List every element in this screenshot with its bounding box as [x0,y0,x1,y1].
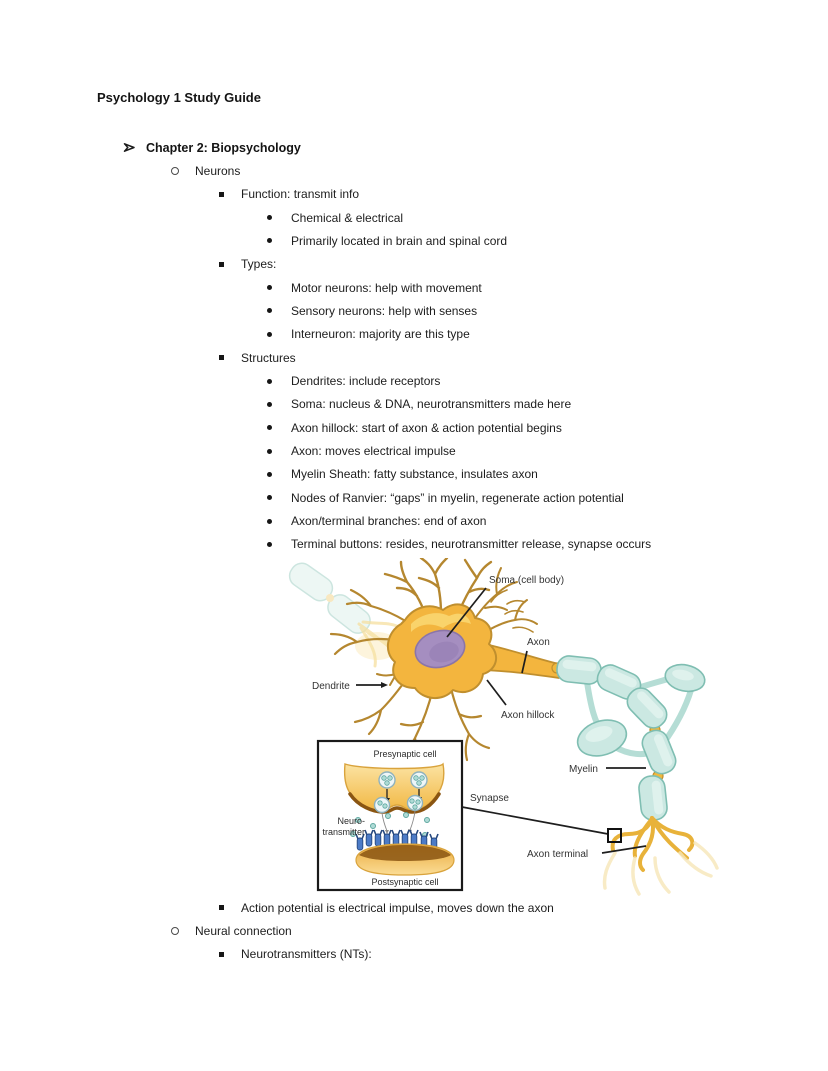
myelin-label: Myelin [569,764,598,775]
doc-line[interactable] [267,299,477,322]
dot-bullet-icon [267,519,272,524]
doc-line-text: Axon: moves electrical impulse [291,444,456,459]
dot-bullet-icon [267,472,272,477]
doc-line[interactable] [219,183,359,206]
dot-bullet-icon [267,402,272,407]
doc-line[interactable] [267,229,507,252]
square-bullet-icon [219,262,224,267]
dot-bullet-icon [267,308,272,313]
square-bullet-icon [219,905,224,910]
neurotransmitter-label-line2: transmitter [322,827,365,837]
dot-bullet-icon [267,542,272,547]
doc-line[interactable] [123,136,301,159]
doc-line-text: Dendrites: include receptors [291,374,441,388]
neuron-diagram-image[interactable] [255,558,740,900]
axon-hillock-label: Axon hillock [501,710,555,721]
doc-line-text: Neurotransmitters (NTs): [241,947,372,962]
dot-bullet-icon [267,425,272,430]
doc-line-text: Terminal buttons: resides, neurotransmitter release, synapse occurs [291,537,652,552]
square-bullet-icon [219,355,224,360]
circle-bullet-icon [171,167,179,175]
doc-line[interactable] [219,253,276,276]
doc-line-text: Motor neurons: help with movement [291,280,482,295]
doc-line[interactable] [267,393,571,416]
dot-bullet-icon [267,238,272,243]
doc-line[interactable] [267,486,624,509]
doc-line-text: Nodes of Ranvier: “gaps” in myelin, regenerate action potential [291,490,624,505]
doc-line[interactable] [267,440,456,463]
dot-bullet-icon [267,215,272,220]
square-bullet-icon [219,192,224,197]
doc-line[interactable] [267,276,482,299]
dot-bullet-icon [267,285,272,290]
dot-bullet-icon [267,379,272,384]
doc-line-text: Sensory neurons: help with senses [291,303,478,318]
axon-label: Axon [527,637,550,648]
synapse-zoom-line [462,807,608,834]
synapse-inset [318,741,462,890]
page-title: Psychology 1 Study Guide [97,90,261,105]
doc-line[interactable] [219,346,296,369]
doc-line[interactable] [267,463,538,486]
dot-bullet-icon [267,332,272,337]
doc-line[interactable] [171,919,292,942]
doc-line[interactable] [267,510,486,533]
axon-terminal-label: Axon terminal [527,849,589,860]
neurotransmitter-label-line1: Neuro- [337,816,365,826]
doc-line-text: Chapter 2: Biopsychology [146,140,301,155]
presynaptic-label: Presynaptic cell [373,749,437,759]
dot-bullet-icon [267,495,272,500]
dendrite-label: Dendrite [312,681,350,692]
soma-label: Soma (cell body) [489,575,565,586]
doc-line-text: Myelin Sheath: fatty substance, insulates axon [291,467,538,482]
neuron-diagram-svg [255,558,740,900]
doc-line-text: Neurons [195,163,241,178]
doc-line[interactable] [267,206,403,229]
doc-line[interactable] [219,943,372,966]
arrow-bullet-icon [123,142,136,153]
postsynaptic-label: Postsynaptic cell [371,877,439,887]
doc-line[interactable] [267,370,440,393]
doc-line[interactable] [267,533,651,556]
doc-line-text: Soma: nucleus & DNA, neurotransmitters made here [291,397,572,412]
doc-line-text: Function: transmit info [241,187,360,202]
doc-line-text: Axon hillock: start of axon & action potential begins [291,420,562,435]
synapse-label: Synapse [470,793,509,804]
doc-line-text: Action potential is electrical impulse, moves down the axon [241,900,554,915]
doc-line-text: Neural connection [195,923,292,938]
doc-line[interactable] [171,159,240,182]
doc-line-text: Chemical & electrical [291,210,404,225]
doc-line-text: Interneuron: majority are this type [291,327,470,342]
circle-bullet-icon [171,927,179,935]
doc-line-text: Axon/terminal branches: end of axon [291,514,487,529]
doc-line-text: Types: [241,257,277,272]
square-bullet-icon [219,952,224,957]
doc-line-text: Primarily located in brain and spinal cord [291,233,508,248]
doc-line[interactable] [267,323,470,346]
axon-terminal-branches [613,818,693,870]
dot-bullet-icon [267,449,272,454]
doc-line[interactable] [219,896,554,919]
doc-line[interactable] [267,416,562,439]
doc-line-text: Structures [241,350,296,365]
